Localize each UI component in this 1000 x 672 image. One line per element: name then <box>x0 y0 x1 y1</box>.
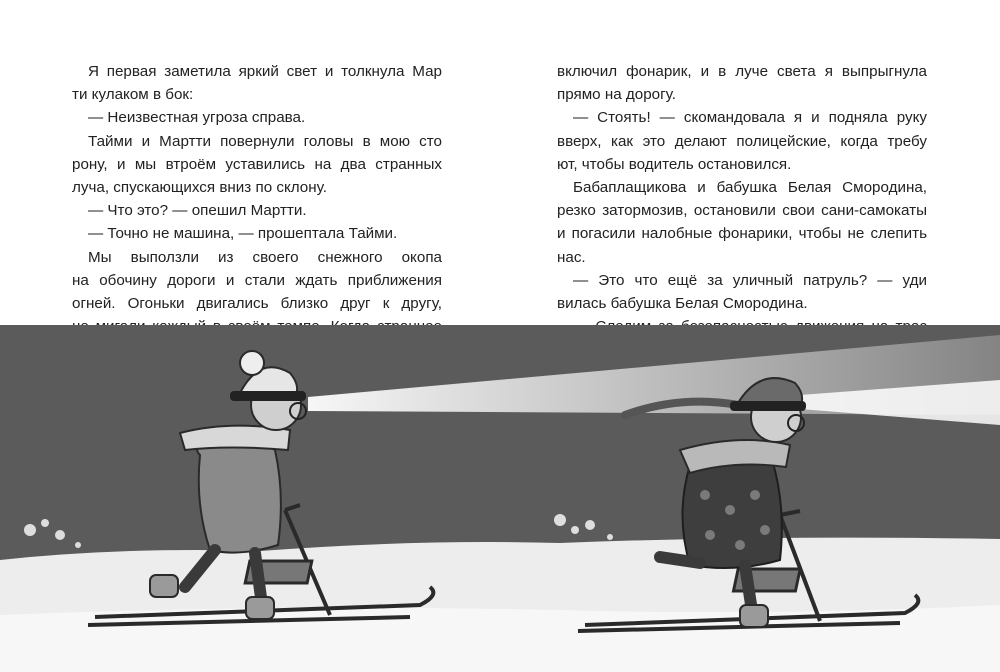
text-line: — Неизвестная угроза справа. <box>88 109 306 127</box>
boot <box>150 575 178 597</box>
headlamp-strap <box>730 401 806 411</box>
text-line: — Это что ещё за уличный патруль? — уди <box>573 271 927 289</box>
text-line: Мы выползли из своего снежного окопа <box>88 248 442 266</box>
hat-pompom <box>240 351 264 375</box>
text-line: огней. Огоньки двигались близко друг к другу, <box>72 295 442 313</box>
text-line: — Стоять! — скомандовала я и подняла руку <box>573 109 927 127</box>
text-line: ют, чтобы водитель остановился. <box>557 155 792 173</box>
sledding-grandmothers-illustration <box>0 325 1000 672</box>
right-page-column <box>557 60 927 362</box>
headlamp-strap <box>230 391 306 401</box>
text-line: и погасили налобные фонарики, чтобы не слепить <box>557 225 927 243</box>
boot <box>740 605 768 627</box>
left-page-column <box>72 60 442 362</box>
text-line: Бабаплащикова и бабушка Белая Смородина, <box>573 179 927 197</box>
book-spread-text <box>0 0 1000 325</box>
text-line: на обочину дороги и стали ждать приближения <box>72 271 442 289</box>
text-line: луча, спускающихся вниз по склону. <box>72 179 327 197</box>
text-line: прямо на дорогу. <box>557 86 676 104</box>
text-line: — Точно не машина, — прошептала Тайми. <box>88 225 398 243</box>
text-line: ти кулаком в бок: <box>72 86 194 104</box>
illustration-canvas <box>0 325 1000 672</box>
text-line: — Что это? — опешил Мартти. <box>88 202 307 220</box>
text-line: Я первая заметила яркий свет и толкнула Мар <box>88 63 442 80</box>
text-line: вверх, как это делают полицейские, когда требу <box>557 132 927 150</box>
text-line: рону, и мы втроём уставились на два странных <box>72 155 442 173</box>
text-line: вилась бабушка Белая Смородина. <box>557 295 808 313</box>
text-line: Тайми и Мартти повернули головы в мою сто <box>88 132 442 150</box>
text-line: резко затормозив, остановили свои сани-самокаты <box>557 202 927 220</box>
text-line: включил фонарик, и в луче света я выпрыгнула <box>557 63 927 80</box>
boot <box>246 597 274 619</box>
text-line: нас. <box>557 248 586 266</box>
